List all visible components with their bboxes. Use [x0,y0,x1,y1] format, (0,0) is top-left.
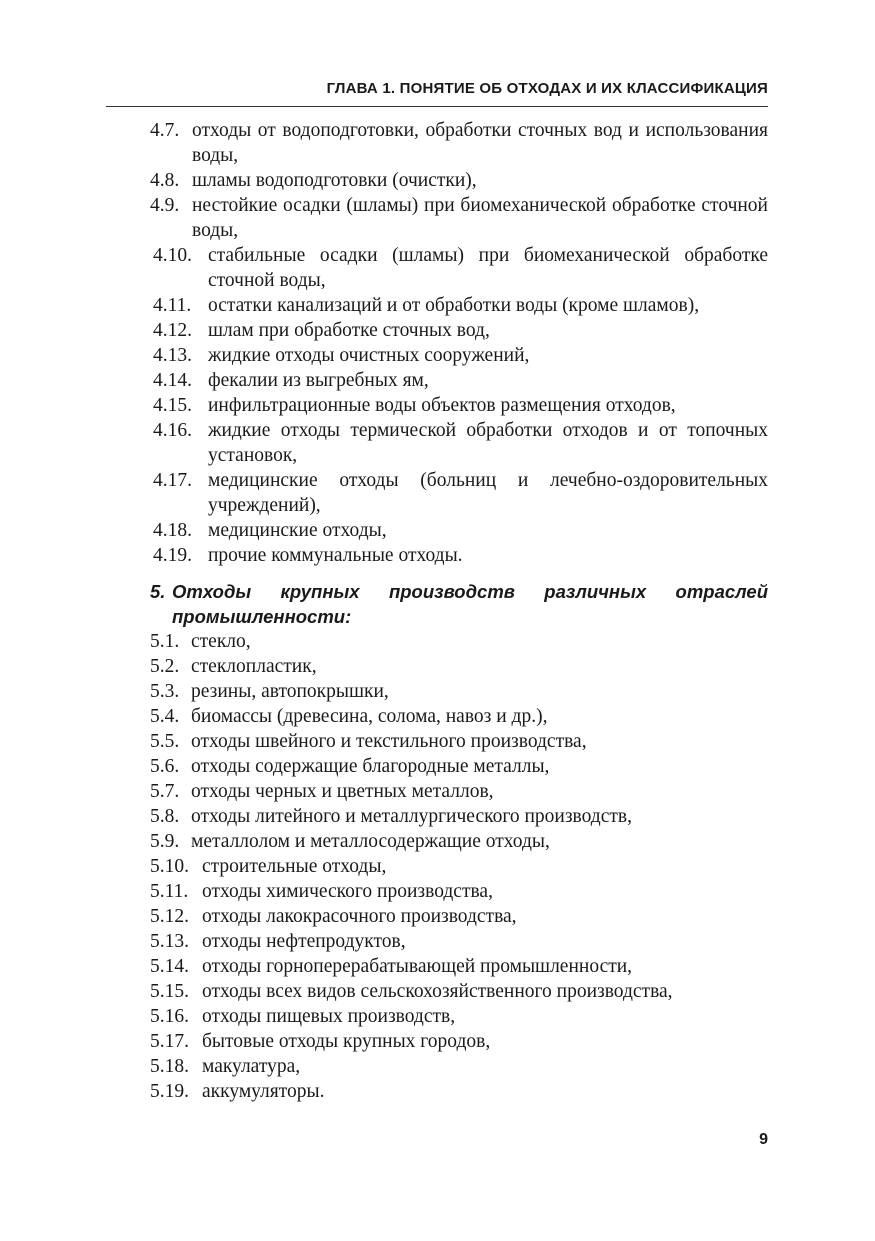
item-number: 4.14. [153,370,192,391]
item-number: 5.18. [150,1056,189,1077]
item-number: 4.13. [153,345,192,366]
item-number: 5.16. [150,1006,189,1027]
item-text: жидкие отходы термической обработки отходов и от топочных установок, [208,420,768,466]
item-text: биомассы (древесина, солома, навоз и др.), [191,706,548,727]
item-number: 4.18. [153,520,192,541]
item-text: резины, автопокрышки, [191,681,389,702]
list-item-5-6 [150,754,768,779]
item-number: 5.9. [150,831,180,852]
item-text: отходы нефтепродуктов, [202,931,406,952]
item-number: 5.15. [150,981,189,1002]
list-item-5-4 [150,704,768,729]
list-item-4-9 [150,193,768,243]
list-item-4-16 [150,418,768,468]
list-item-4-12 [150,318,768,343]
list-item-4-8 [150,168,768,193]
item-text: остатки канализаций и от обработки воды (кроме шламов), [208,295,700,316]
list-item-5-2 [150,654,768,679]
item-text: отходы швейного и текстильного производства, [191,731,587,752]
item-text: отходы химического производства, [202,881,493,902]
item-text: фекалии из выгребных ям, [208,370,429,391]
item-number: 4.10. [153,245,192,266]
list-item-4-18 [150,518,768,543]
item-text: строительные отходы, [202,856,387,877]
item-text: шламы водоподготовки (очистки), [192,170,477,191]
item-number: 5.1. [150,631,180,652]
item-text: отходы литейного и металлургического производств, [191,806,632,827]
item-number: 5.17. [150,1031,189,1052]
item-number: 4.17. [153,470,192,491]
list-item-4-11 [150,293,768,318]
item-number: 5.13. [150,931,189,952]
list-item-5-13 [150,929,768,954]
list-item-5-9 [150,829,768,854]
list-item-5-18 [150,1054,768,1079]
section-title-text: Отходы крупных производств различных отраслей промышленности: [172,581,768,627]
item-text: отходы черных и цветных металлов, [191,781,494,802]
list-item-5-8 [150,804,768,829]
list-item-5-3 [150,679,768,704]
item-text: отходы пищевых производств, [202,1006,456,1027]
item-number: 4.7. [150,120,180,141]
item-text: медицинские отходы (больниц и лечебно-оздоровительных учреждений), [208,470,768,516]
list-item-5-14 [150,954,768,979]
item-number: 4.11. [153,295,192,316]
item-text: макулатура, [202,1056,301,1077]
item-text: бытовые отходы крупных городов, [202,1031,491,1052]
item-number: 5.19. [150,1081,189,1102]
running-header [106,78,768,107]
list-item-5-12 [150,904,768,929]
item-number: 5.5. [150,731,180,752]
list-item-5-19 [150,1079,768,1104]
list-item-5-17 [150,1029,768,1054]
item-text: шлам при обработке сточных вод, [208,320,490,341]
item-number: 4.9. [150,195,180,216]
list-item-5-1 [150,629,768,654]
item-number: 5.3. [150,681,180,702]
item-text: инфильтрационные воды объектов размещения отходов, [208,395,676,416]
item-number: 5.14. [150,956,189,977]
item-number: 5.4. [150,706,180,727]
list-item-4-17 [150,468,768,518]
item-number: 4.16. [153,420,192,441]
item-text: медицинские отходы, [208,520,387,541]
section-number: 5. [150,581,166,602]
page-number: 9 [759,1131,768,1148]
item-number: 5.2. [150,656,180,677]
list-item-5-5 [150,729,768,754]
list-item-5-16 [150,1004,768,1029]
item-text: нестойкие осадки (шламы) при биомеханической обработке сточной воды, [192,195,768,241]
list-item-4-15 [150,393,768,418]
item-text: отходы от водоподготовки, обработки сточных вод и использования воды, [192,120,768,166]
page-body [150,118,768,1104]
item-number: 5.12. [150,906,189,927]
list-section-5 [150,629,768,1104]
list-section-4 [150,118,768,568]
item-text: отходы горноперерабатывающей промышленности, [202,956,633,977]
chapter-title: ГЛАВА 1. ПОНЯТИЕ ОБ ОТХОДАХ И ИХ КЛАССИФИКАЦИЯ [326,80,768,97]
item-number: 5.8. [150,806,180,827]
list-item-5-10 [150,854,768,879]
list-item-4-14 [150,368,768,393]
item-text: жидкие отходы очистных сооружений, [208,345,530,366]
item-text: стабильные осадки (шламы) при биомеханической обработке сточной воды, [208,245,768,291]
item-number: 5.10. [150,856,189,877]
item-number: 5.7. [150,781,180,802]
item-text: отходы содержащие благородные металлы, [191,756,550,777]
item-text: металлолом и металлосодержащие отходы, [191,831,550,852]
item-text: стеклопластик, [191,656,317,677]
item-number: 4.12. [153,320,192,341]
list-item-5-15 [150,979,768,1004]
list-item-4-13 [150,343,768,368]
list-item-4-19 [150,543,768,568]
item-number: 4.8. [150,170,180,191]
item-number: 5.6. [150,756,180,777]
section-heading-5 [150,579,768,629]
item-number: 4.19. [153,545,192,566]
item-text: отходы всех видов сельскохозяйственного производства, [202,981,673,1002]
item-number: 5.11. [150,881,189,902]
list-item-4-7 [150,118,768,168]
list-item-4-10 [150,243,768,293]
item-text: стекло, [191,631,251,652]
item-text: аккумуляторы. [202,1081,325,1102]
list-item-5-7 [150,779,768,804]
list-item-5-11 [150,879,768,904]
item-number: 4.15. [153,395,192,416]
item-text: отходы лакокрасочного производства, [202,906,517,927]
item-text: прочие коммунальные отходы. [208,545,463,566]
